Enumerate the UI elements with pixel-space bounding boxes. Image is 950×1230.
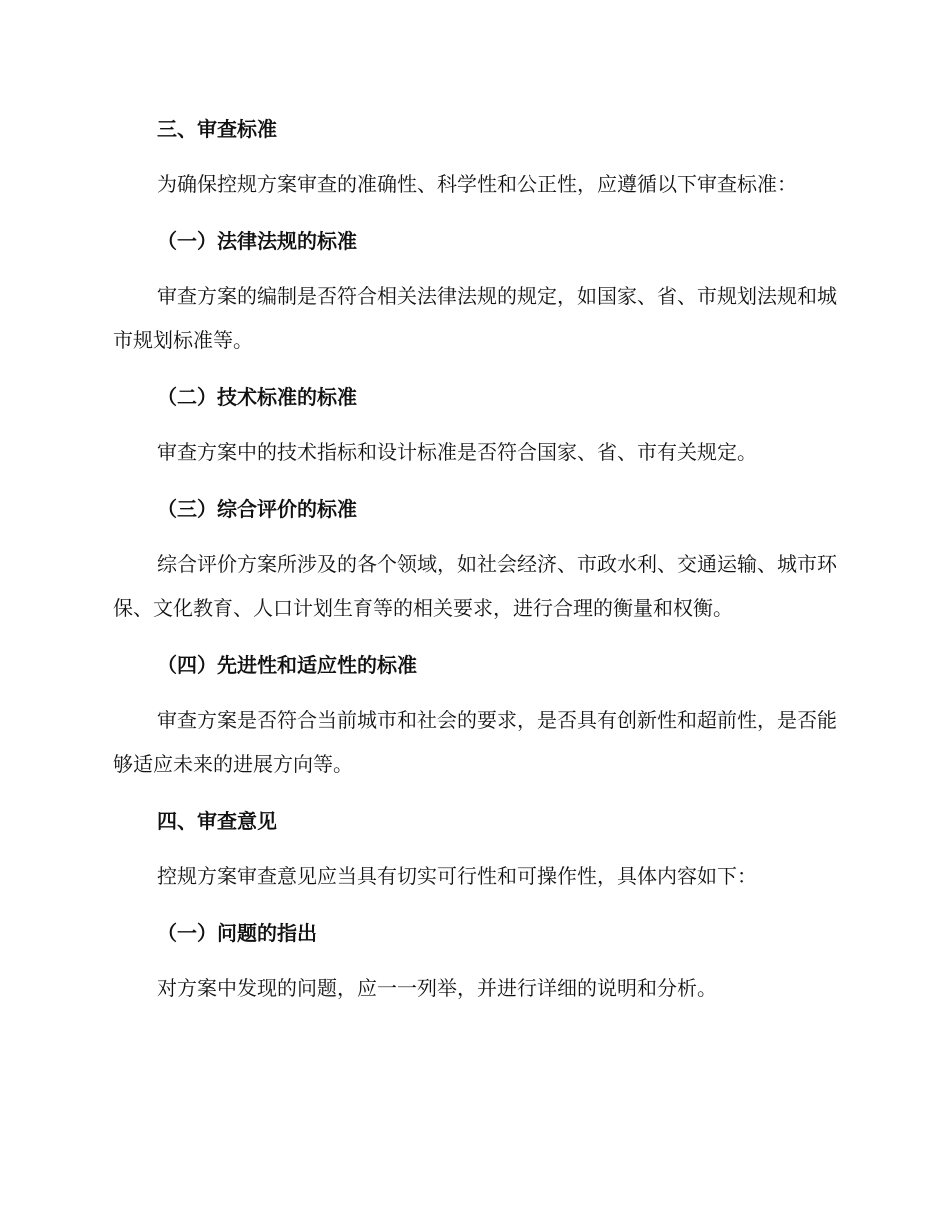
subheading-technical-standard: （二）技术标准的标准 (157, 385, 357, 409)
section-heading-4: 四、审查意见 (157, 809, 277, 833)
subheading-legal-standard: （一）法律法规的标准 (157, 229, 357, 253)
document-page (113, 104, 837, 1020)
paragraph-problem-identification: 对方案中发现的问题，应一一列举，并进行详细的说明和分析。 (157, 976, 717, 1000)
section-heading-3: 三、审查标准 (157, 117, 277, 141)
subheading-comprehensive-standard: （三）综合评价的标准 (157, 497, 357, 521)
paragraph-technical-standard: 审查方案中的技术指标和设计标准是否符合国家、省、市有关规定。 (157, 440, 757, 464)
paragraph-intro-opinions: 控规方案审查意见应当具有切实可行性和可操作性，具体内容如下： (157, 864, 757, 888)
subheading-problem-identification: （一）问题的指出 (157, 921, 317, 945)
paragraph-comprehensive-standard: 综合评价方案所涉及的各个领域，如社会经济、市政水利、交通运输、城市环保、文化教育、人口计划生育等的相关要求，进行合理的衡量和权衡。 (113, 552, 837, 620)
paragraph-intro-standards: 为确保控规方案审查的准确性、科学性和公正性，应遵循以下审查标准： (157, 172, 797, 196)
paragraph-legal-standard: 审查方案的编制是否符合相关法律法规的规定，如国家、省、市规划法规和城市规划标准等。 (113, 284, 837, 352)
subheading-advanced-standard: （四）先进性和适应性的标准 (157, 653, 417, 677)
paragraph-advanced-standard: 审查方案是否符合当前城市和社会的要求，是否具有创新性和超前性，是否能够适应未来的进展方向等。 (113, 708, 837, 776)
